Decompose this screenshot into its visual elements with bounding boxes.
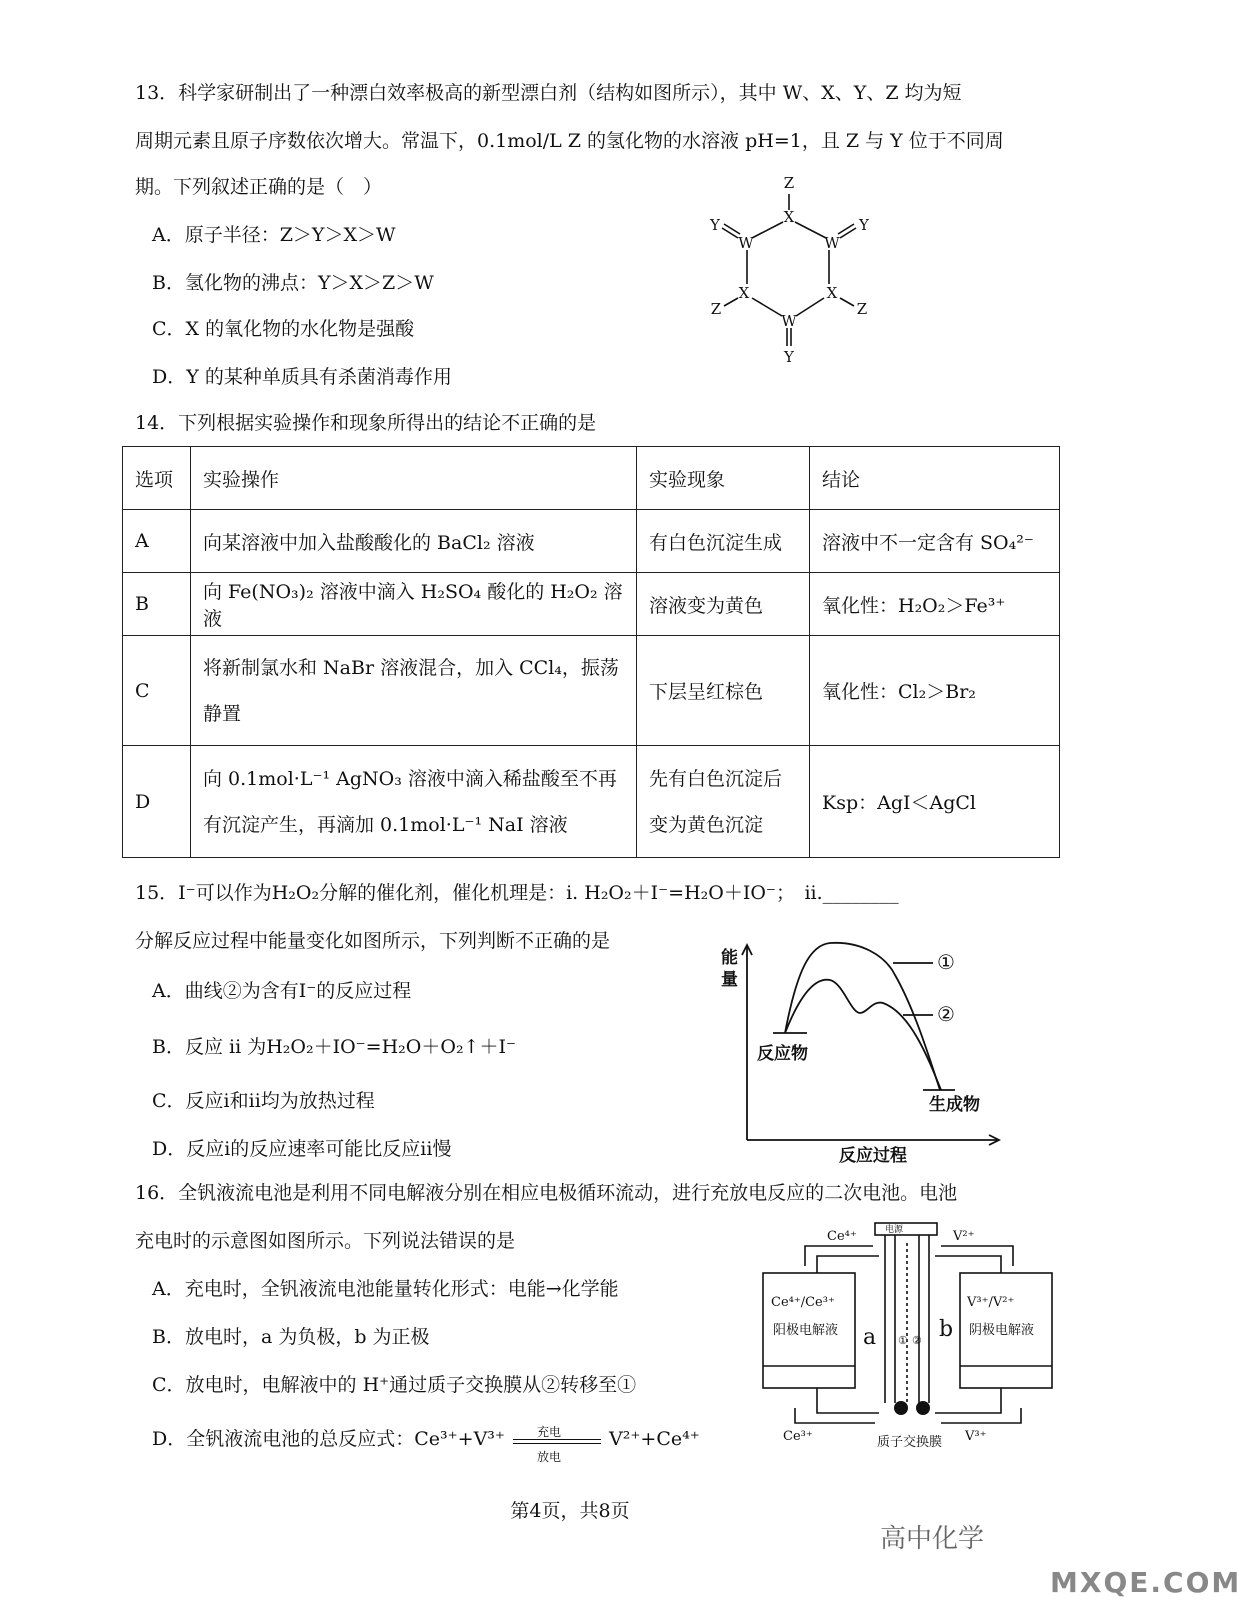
atom-x-top: X xyxy=(783,208,795,226)
atom-z-left: Z xyxy=(710,300,722,318)
q13-stem-line2: 周期元素且原子序数依次增大。常温下，0.1mol/L Z 的氢化物的水溶液 pH=1，且 Z 与 Y 位于不同周 xyxy=(135,130,1004,152)
table-row xyxy=(123,636,1060,746)
q13-option-c: C．X 的氧化物的水化物是强酸 xyxy=(152,318,415,340)
q16-option-d xyxy=(152,1425,700,1464)
curve-1 xyxy=(785,943,940,1090)
ce3-bottom-label: Ce³⁺ xyxy=(783,1429,813,1444)
q13-option-d: D．Y 的某种单质具有杀菌消毒作用 xyxy=(152,366,452,388)
y-axis-label-2: 量 xyxy=(721,970,738,990)
option-cell: A xyxy=(123,510,191,573)
q15-stem-line2: 分解反应过程中能量变化如图所示，下列判断不正确的是 xyxy=(135,930,611,952)
page-footer: 第4页，共8页 xyxy=(510,1500,630,1522)
atom-w-bottom: W xyxy=(781,312,797,330)
option-cell: C xyxy=(123,636,191,746)
q13-option-a: A．原子半径：Z＞Y＞X＞W xyxy=(152,224,396,246)
reactant-label: 反应物 xyxy=(757,1044,808,1064)
chamber-2-label: ② xyxy=(912,1334,922,1347)
table-row xyxy=(123,573,1060,636)
operation-cell xyxy=(191,636,637,746)
curve-2-label: ② xyxy=(937,1002,955,1026)
phenomenon-cell: 有白色沉淀生成 xyxy=(637,510,810,573)
option-cell: D xyxy=(123,746,191,858)
y-axis-label-1: 能 xyxy=(721,948,738,968)
atom-y-left: Y xyxy=(710,216,720,234)
electrode-a-label: a xyxy=(863,1325,877,1350)
table-row xyxy=(123,510,1060,573)
conclusion-cell: 氧化性：Cl₂＞Br₂ xyxy=(810,636,1060,746)
q16-stem-line2: 充电时的示意图如图所示。下列说法错误的是 xyxy=(135,1230,516,1252)
conclusion-cell: 氧化性：H₂O₂＞Fe³⁺ xyxy=(810,573,1060,636)
curve-2 xyxy=(785,980,941,1090)
product-label: 生成物 xyxy=(929,1095,980,1115)
q15-option-b: B．反应 ii 为H₂O₂＋IO⁻=H₂O＋O₂↑＋I⁻ xyxy=(152,1036,517,1058)
q16-stem-line1: 16．全钒液流电池是利用不同电解液分别在相应电极循环流动，进行充放电反应的二次电池。电池 xyxy=(135,1182,958,1204)
charge-label: 充电 xyxy=(537,1425,562,1439)
watermark-text: 高中化学 xyxy=(880,1524,985,1554)
reversible-arrow xyxy=(511,1425,603,1464)
header-cell: 实验现象 xyxy=(637,447,810,510)
operation-cell: 向 Fe(NO₃)₂ 溶液中滴入 H₂SO₄ 酸化的 H₂O₂ 溶液 xyxy=(191,573,637,636)
atom-z-right: Z xyxy=(856,300,868,318)
curve-1-label: ① xyxy=(937,950,955,974)
q13-stem-line1: 13．科学家研制出了一种漂白效率极高的新型漂白剂（结构如图所示），其中 W、X、Y、Z 均为短 xyxy=(135,82,962,104)
phenomenon-cell xyxy=(637,746,810,858)
flow-battery-diagram xyxy=(755,1218,1065,1468)
atom-w-left: W xyxy=(738,234,754,252)
q15-option-d: D．反应i的反应速率可能比反应ii慢 xyxy=(152,1138,452,1160)
atom-x-left: X xyxy=(738,284,750,302)
electrode-b-label: b xyxy=(939,1317,954,1342)
option-d-prefix: D．全钒液流电池的总反应式：Ce³⁺+V³⁺ xyxy=(152,1428,505,1450)
operation-line: 有沉淀产生，再滴加 0.1mol·L⁻¹ NaI 溶液 xyxy=(203,813,568,836)
header-cell: 结论 xyxy=(810,447,1060,510)
phenomenon-cell: 下层呈红棕色 xyxy=(637,636,810,746)
operation-line: 向 0.1mol·L⁻¹ AgNO₃ 溶液中滴入稀盐酸至不再 xyxy=(203,767,617,790)
left-ions-label: Ce⁴⁺/Ce³⁺ xyxy=(771,1295,835,1310)
watermark-site: MXQE.COM xyxy=(1050,1566,1241,1599)
energy-diagram xyxy=(715,935,1010,1170)
conclusion-cell: 溶液中不一定含有 SO₄²⁻ xyxy=(810,510,1060,573)
atom-y-right: Y xyxy=(859,216,869,234)
v3-bottom-label: V³⁺ xyxy=(965,1429,987,1444)
q15-stem-line1: 15．I⁻可以作为H₂O₂分解的催化剂，催化机理是：i. H₂O₂＋I⁻=H₂O＋IO⁻； ii.________ xyxy=(135,882,899,904)
q16-option-c: C．放电时，电解液中的 H⁺通过质子交换膜从②转移至① xyxy=(152,1374,637,1396)
q15-option-c: C．反应i和ii均为放热过程 xyxy=(152,1090,375,1112)
chamber-1-label: ① xyxy=(898,1334,908,1347)
right-ions-label: V³⁺/V²⁺ xyxy=(967,1295,1015,1310)
atom-y-bottom: Y xyxy=(784,348,794,366)
atom-w-right: W xyxy=(824,234,840,252)
operation-cell xyxy=(191,746,637,858)
right-electrolyte-label: 阴极电解液 xyxy=(969,1323,1035,1338)
operation-line: 静置 xyxy=(203,702,242,725)
atom-z-top: Z xyxy=(783,174,795,192)
header-cell: 选项 xyxy=(123,447,191,510)
option-cell: B xyxy=(123,573,191,636)
atom-x-right: X xyxy=(826,284,838,302)
phenomenon-line: 变为黄色沉淀 xyxy=(649,813,764,836)
ce4-top-label: Ce⁴⁺ xyxy=(827,1229,857,1244)
v2-top-label: V²⁺ xyxy=(953,1229,975,1244)
power-label: 电源 xyxy=(885,1225,904,1235)
operation-cell: 向某溶液中加入盐酸酸化的 BaCl₂ 溶液 xyxy=(191,510,637,573)
discharge-label: 放电 xyxy=(537,1450,562,1464)
header-cell: 实验操作 xyxy=(191,447,637,510)
q13-stem-line3: 期。下列叙述正确的是（ ） xyxy=(135,176,383,198)
membrane-label: 质子交换膜 xyxy=(877,1435,943,1450)
conclusion-cell: Ksp：AgI＜AgCl xyxy=(810,746,1060,858)
phenomenon-cell: 溶液变为黄色 xyxy=(637,573,810,636)
experiment-table xyxy=(122,446,1060,858)
operation-line: 将新制氯水和 NaBr 溶液混合，加入 CCl₄，振荡 xyxy=(203,656,619,679)
q13-structure-diagram xyxy=(700,168,890,368)
table-row xyxy=(123,746,1060,858)
left-electrolyte-label: 阳极电解液 xyxy=(773,1323,839,1338)
q14-stem: 14．下列根据实验操作和现象所得出的结论不正确的是 xyxy=(135,412,597,434)
q13-option-b: B．氢化物的沸点：Y＞X＞Z＞W xyxy=(152,272,434,294)
option-d-suffix: V²⁺+Ce⁴⁺ xyxy=(609,1428,700,1450)
table-header-row xyxy=(123,447,1060,510)
x-axis-label: 反应过程 xyxy=(839,1146,907,1166)
q15-option-a: A．曲线②为含有I⁻的反应过程 xyxy=(152,980,412,1002)
q16-option-a: A．充电时，全钒液流电池能量转化形式：电能→化学能 xyxy=(152,1278,619,1300)
phenomenon-line: 先有白色沉淀后 xyxy=(649,767,783,790)
q16-option-b: B．放电时，a 为负极，b 为正极 xyxy=(152,1326,430,1348)
